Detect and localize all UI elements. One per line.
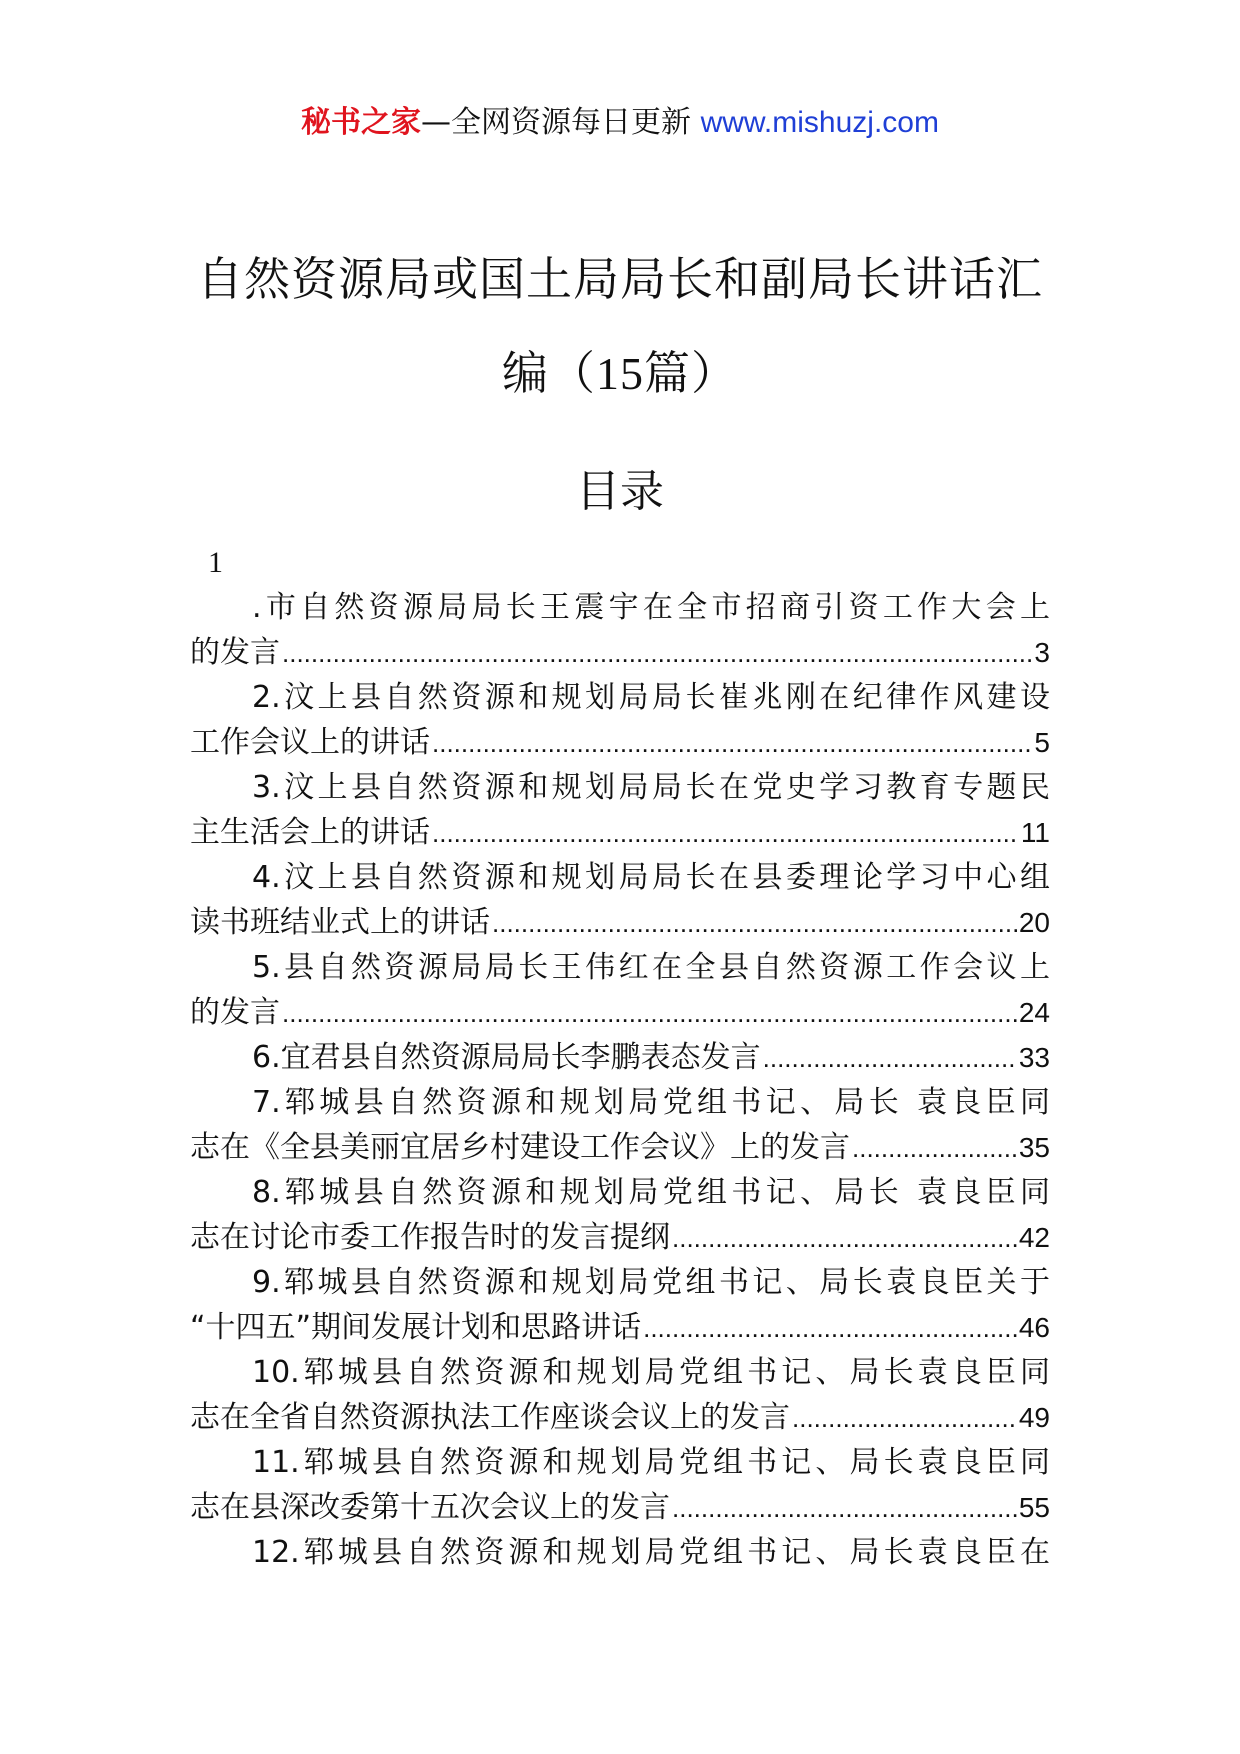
toc-page-number: 35 [1018,1132,1050,1163]
toc-dot-leader [432,811,1019,856]
toc-entry-title-line1: 2.汶上县自然资源和规划局局长崔兆刚在纪律作风建设 [252,680,1050,715]
toc-dot-leader [672,1216,1017,1261]
title-line-2: 编（15篇） [502,346,738,400]
site-header [0,103,1240,143]
toc-entry-title-line2 [190,1395,1050,1440]
toc-number-1: 1 [208,546,223,579]
toc-entry-title-continued: 主生活会上的讲话 [190,815,430,850]
toc-entry[interactable] [190,855,1050,945]
table-of-contents [190,540,1050,1575]
toc-dot-leader [672,1486,1017,1531]
toc-entry-title-line1: .市自然资源局局长王震宇在全市招商引资工作大会上 [252,590,1050,625]
toc-entry[interactable] [190,1080,1050,1170]
toc-dot-leader [282,631,1032,676]
toc-dot-leader [852,1126,1017,1171]
toc-entry-title-line2 [190,1485,1050,1530]
toc-entry-title-continued: 工作会议上的讲话 [190,725,430,760]
toc-heading: 目录 [576,466,664,517]
toc-dot-leader [432,721,1032,766]
toc-entry-title-line2 [190,1125,1050,1170]
toc-entry-title-line1: 12.郓城县自然资源和规划局党组书记、局长袁良臣在 [252,1535,1050,1570]
toc-entry-title-line2 [190,720,1050,765]
toc-dot-leader [643,1306,1017,1351]
toc-entry-title: 6.宜君县自然资源局局长李鹏表态发言 [252,1040,761,1075]
toc-entry-title-line2 [190,1305,1050,1350]
toc-dot-leader [792,1396,1017,1441]
toc-page-number: 42 [1018,1222,1050,1253]
toc-entry[interactable] [190,675,1050,765]
toc-entry[interactable] [190,1260,1050,1350]
toc-entry-title-line1: 8.郓城县自然资源和规划局党组书记、局长 袁良臣同 [252,1175,1050,1210]
toc-entry-title-line1: 4.汶上县自然资源和规划局局长在县委理论学习中心组 [252,860,1050,895]
toc-entry[interactable] [190,1530,1050,1575]
toc-entry-title-continued: 志在全省自然资源执法工作座谈会议上的发言 [190,1400,790,1435]
toc-entry-title-line1: 11.郓城县自然资源和规划局党组书记、局长袁良臣同 [252,1445,1050,1480]
toc-entry-title-continued: 读书班结业式上的讲话 [190,905,490,940]
toc-dot-leader [282,991,1017,1036]
toc-entry[interactable] [190,945,1050,1035]
toc-entry-title-line2 [190,990,1050,1035]
site-url-link[interactable]: www.mishuzj.com [700,106,939,139]
document-title [170,232,1070,421]
toc-entry[interactable] [190,1440,1050,1530]
toc-entry-title-line2 [190,630,1050,675]
toc-page-number: 33 [1018,1042,1050,1073]
toc-entry[interactable] [190,585,1050,675]
toc-dot-leader [763,1036,1017,1081]
toc-page-number: 46 [1018,1312,1050,1343]
toc-entry-title-continued: 志在县深改委第十五次会议上的发言 [190,1490,670,1525]
toc-entry-title-continued: 志在讨论市委工作报告时的发言提纲 [190,1220,670,1255]
toc-dot-leader [492,901,1017,946]
toc-page-number: 3 [1034,637,1050,668]
toc-entry-title-line2 [190,900,1050,945]
toc-page-number: 55 [1018,1492,1050,1523]
toc-entry-title-continued: 的发言 [190,995,280,1030]
toc-entry-title-line1: 10.郓城县自然资源和规划局党组书记、局长袁良臣同 [252,1355,1050,1390]
toc-entry-single-line [190,1035,1050,1080]
toc-entry-title-line1: 9.郓城县自然资源和规划局党组书记、局长袁良臣关于 [252,1265,1050,1300]
toc-entry[interactable] [190,1035,1050,1080]
toc-entry-title-continued: 志在《全县美丽宜居乡村建设工作会议》上的发言 [190,1130,850,1165]
toc-entry-title-continued: “十四五”期间发展计划和思路讲话 [190,1310,642,1345]
toc-entry-title-line1: 7.郓城县自然资源和规划局党组书记、局长 袁良臣同 [252,1085,1050,1120]
toc-page-number: 11 [1020,817,1050,848]
toc-entry-title-line1: 3.汶上县自然资源和规划局局长在党史学习教育专题民 [252,770,1050,805]
toc-entry[interactable] [190,765,1050,855]
toc-page-number: 49 [1018,1402,1050,1433]
toc-entry[interactable] [190,1350,1050,1440]
toc-page-number: 24 [1018,997,1050,1028]
toc-page-number: 5 [1034,727,1050,758]
toc-page-number: 20 [1018,907,1050,938]
brand-name: 秘书之家 [301,105,422,140]
toc-entry[interactable] [190,1170,1050,1260]
toc-entry-title-line1: 5.县自然资源局局长王伟红在全县自然资源工作会议上 [252,950,1050,985]
header-slogan: —全网资源每日更新 [421,105,692,140]
toc-entry-title-line2 [190,810,1050,855]
toc-entry-title-line2 [190,1215,1050,1260]
title-line-1: 自然资源局或国土局局长和副局长讲话汇 [197,252,1043,306]
toc-entry-title-continued: 的发言 [190,635,280,670]
